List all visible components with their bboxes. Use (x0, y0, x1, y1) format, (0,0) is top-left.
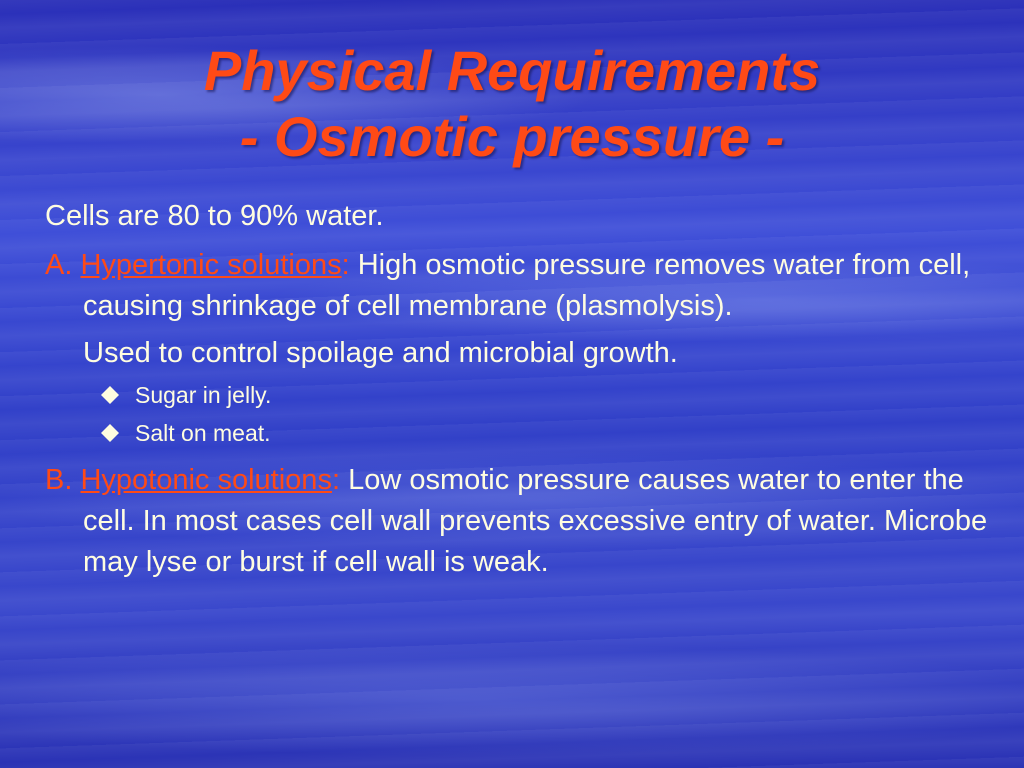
diamond-bullet-icon (101, 386, 119, 404)
point-b-prefix: B. (45, 464, 73, 496)
point-b-text: Low osmotic pressure causes water to enter the cell. In most cases cell wall prevents excessive entry of water. Microbe may lyse or burst if cell wall is weak. (83, 464, 988, 578)
bullet-item (45, 378, 995, 412)
bullet-text: Sugar in jelly. (135, 382, 272, 408)
slide-title (0, 38, 1024, 170)
point-b (45, 460, 995, 583)
point-a-prefix: A. (45, 249, 73, 281)
slide-body (45, 196, 995, 583)
diamond-bullet-icon (101, 424, 119, 442)
title-line-2: - Osmotic pressure - (239, 105, 785, 168)
intro-text: Cells are 80 to 90% water. (45, 200, 384, 232)
point-b-term: Hypotonic solutions (80, 464, 332, 496)
bullet-text: Salt on meat. (135, 420, 271, 446)
title-line-1: Physical Requirements (203, 39, 821, 102)
point-a (45, 245, 995, 327)
point-a-usage: Used to control spoilage and microbial growth. (83, 337, 678, 369)
point-a-text: High osmotic pressure removes water from cell, causing shrinkage of cell membrane (plasmolysis). (83, 249, 971, 322)
point-b-colon: : (331, 464, 341, 496)
bullet-item (45, 416, 995, 450)
point-a-colon: : (341, 249, 350, 281)
point-a-term: Hypertonic solutions (80, 249, 342, 281)
